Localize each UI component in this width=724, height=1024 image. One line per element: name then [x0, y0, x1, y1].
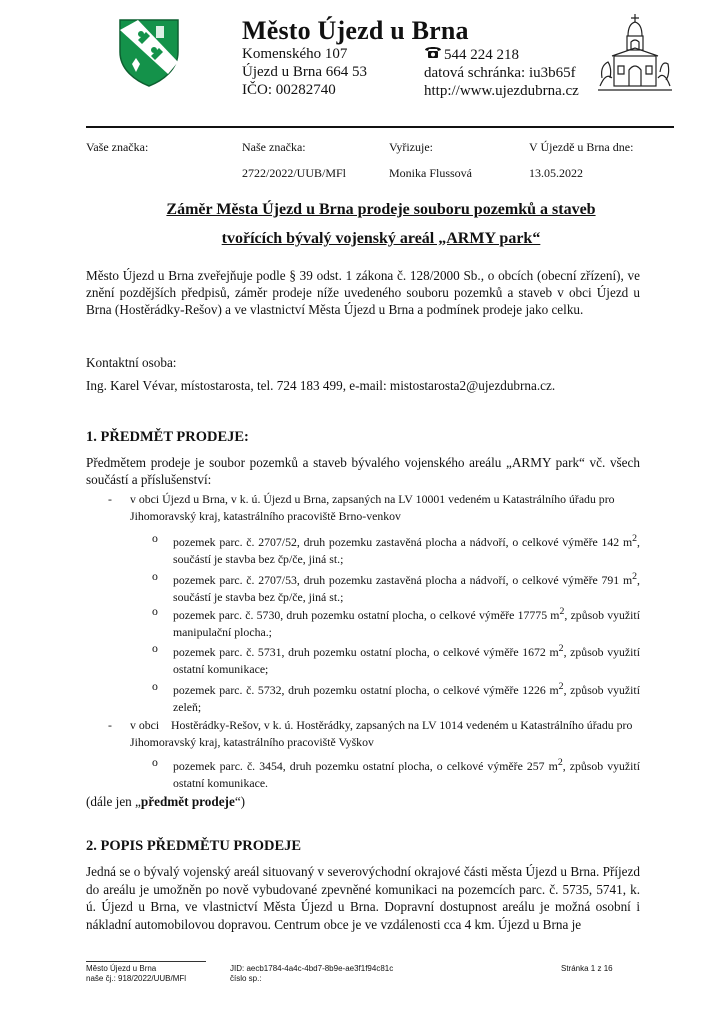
list-group-hosteradky	[108, 717, 640, 751]
list-item-text: pozemek parc. č. 2707/53, druh pozemku zastavěná plocha a nádvoří, o celkové výměře 791 $m^2$, součástí je stavba bez čp/če, jiná st.;	[173, 571, 640, 604]
section-1-intro: Předmětem prodeje je soubor pozemků a staveb bývalého vojenského areálu „ARMY park“ vč. všech součástí a příslušenství:	[86, 455, 640, 487]
handled-by-label: Vyřizuje:	[389, 140, 433, 154]
list-item	[152, 754, 640, 792]
list-item-text: pozemek parc. č. 5730, druh pozemku ostatní plocha, o celkové výměře 17775 $m^2$, způsob využití manipulační plocha.;	[173, 606, 640, 639]
circle-bullet: o	[152, 569, 158, 583]
our-reference-label: Naše značka:	[242, 140, 306, 154]
section-2-paragraph: Jedná se o bývalý vojenský areál situovaný v severovýchodní okrajové části města Újezd u Brna. Příjezd do areálu je umožněn po nově vybudované zpevněné komunikaci na pozemcích parc. č. 5735, 5741, k. ú. Újezd u Brna, ve vlastnictví Města Újezd u Brna. Dopravní dostupnost areálu je možná osobní i nákladní automobilovou dopravou. Centrum obce je ve vzdálenosti cca 4 km. Újezd u Brna je	[86, 864, 640, 932]
list-item-text: pozemek parc. č. 2707/52, druh pozemku zastavěná plocha a nádvoří, o celkové výměře 142 $m^2$, součástí je stavba bez čp/če, jiná st.;	[173, 533, 640, 566]
dash-bullet: -	[108, 492, 112, 506]
data-box: datová schránka: iu3b65f	[424, 65, 576, 81]
your-reference-label: Vaše značka:	[86, 140, 149, 154]
address-block	[242, 45, 367, 99]
footer-left	[86, 964, 186, 984]
footer-divider	[86, 961, 206, 962]
phone-icon	[424, 45, 442, 64]
handled-by	[389, 140, 472, 181]
phone-row	[424, 45, 579, 64]
website-link[interactable]: http://www.ujezdubrna.cz	[424, 83, 579, 99]
handled-by-value: Monika Flussová	[389, 166, 473, 180]
contact-person-details: Ing. Karel Vévar, místostarosta, tel. 724 183 499, e-mail: mistostarosta2@ujezdubrna.cz.	[86, 378, 556, 393]
address-city: Újezd u Brna 664 53	[242, 64, 367, 80]
subject-definition-note: (dále jen „předmět prodeje“)	[86, 794, 246, 809]
circle-bullet: o	[152, 679, 158, 693]
our-reference-value: 2722/2022/UUB/MFl	[242, 166, 347, 180]
list-item-text: pozemek parc. č. 5731, druh pozemku ostatní plocha, o celkové výměře 1672 $m^2$, způsob využití ostatní komunikace;	[173, 643, 640, 676]
address-street: Komenského 107	[242, 46, 348, 62]
list-item	[152, 603, 640, 641]
phone-number: 544 224 218	[444, 46, 519, 63]
list-item-text: pozemek parc. č. 5732, druh pozemku ostatní plocha, o celkové výměře 1226 $m^2$, způsob využití zeleň;	[173, 681, 640, 714]
list-group-text: v obci Újezd u Brna, v k. ú. Újezd u Brna, zapsaných na LV 10001 vedeném u Katastrálního úřadu pro Jihomoravský kraj, katastrálního pracoviště Brno-venkov	[130, 492, 615, 523]
list-item	[152, 568, 640, 606]
list-group-text: v obci Hostěrádky-Rešov, v k. ú. Hostěrádky, zapsaných na LV 1014 vedeném u Katastrálního úřadu pro Jihomoravský kraj, katastrálního pracoviště Vyškov	[130, 718, 636, 749]
document-title-line-2: tvořících bývalý vojenský areál „ARMY park“	[221, 230, 541, 247]
section-1-heading: 1. PŘEDMĚT PRODEJE:	[86, 429, 249, 445]
circle-bullet: o	[152, 604, 158, 618]
intro-paragraph: Město Újezd u Brna zveřejňuje podle § 39 odst. 1 zákona č. 128/2000 Sb., o obcích (obecní zřízení), ve znění pozdějších předpisů, záměr prodeje níže uvedeného souboru pozemků a staveb v obci Újezd u Brna (Hostěrádky-Rešov) a ve vlastnictví Města Újezd u Brna a podmínek prodeje jako celku.	[86, 268, 640, 317]
footer-file-number: číslo sp.:	[230, 974, 262, 983]
list-item-text: pozemek parc. č. 3454, druh pozemku ostatní plocha, o celkové výměře 257 $m^2$, způsob využití ostatní komunikace.	[173, 757, 640, 790]
list-item	[152, 678, 640, 716]
contact-person-label: Kontaktní osoba:	[86, 355, 177, 370]
header-divider	[86, 126, 674, 128]
circle-bullet: o	[152, 641, 158, 655]
footer-ref-number: naše čj.: 918/2022/UUB/MFl	[86, 974, 187, 983]
footer-org: Město Újezd u Brna	[86, 964, 157, 973]
footer-jid: JID: aecb1784-4a4c-4bd7-8b9e-ae3f1f94c81c	[230, 964, 394, 973]
section-2-heading: 2. POPIS PŘEDMĚTU PRODEJE	[86, 838, 302, 854]
town-name: Město Újezd u Brna	[242, 16, 469, 45]
list-group-ujezd	[108, 491, 640, 525]
your-reference	[86, 140, 148, 166]
list-item	[152, 530, 640, 568]
circle-bullet: o	[152, 531, 158, 545]
chapel-illustration	[598, 12, 672, 94]
coat-of-arms-logo	[116, 18, 182, 88]
contact-block	[424, 45, 579, 100]
footer-middle	[230, 964, 393, 984]
document-title-line-1: Záměr Města Újezd u Brna prodeje souboru pozemků a staveb	[166, 201, 596, 218]
circle-bullet: o	[152, 755, 158, 769]
dash-bullet: -	[108, 718, 112, 732]
our-reference	[242, 140, 346, 181]
ico-number: IČO: 00282740	[242, 82, 336, 98]
document-date-value: 13.05.2022	[529, 166, 583, 180]
footer-page-number: Stránka 1 z 16	[561, 964, 613, 973]
list-item	[152, 640, 640, 678]
document-date	[529, 140, 633, 181]
document-date-label: V Újezdě u Brna dne:	[529, 140, 634, 154]
